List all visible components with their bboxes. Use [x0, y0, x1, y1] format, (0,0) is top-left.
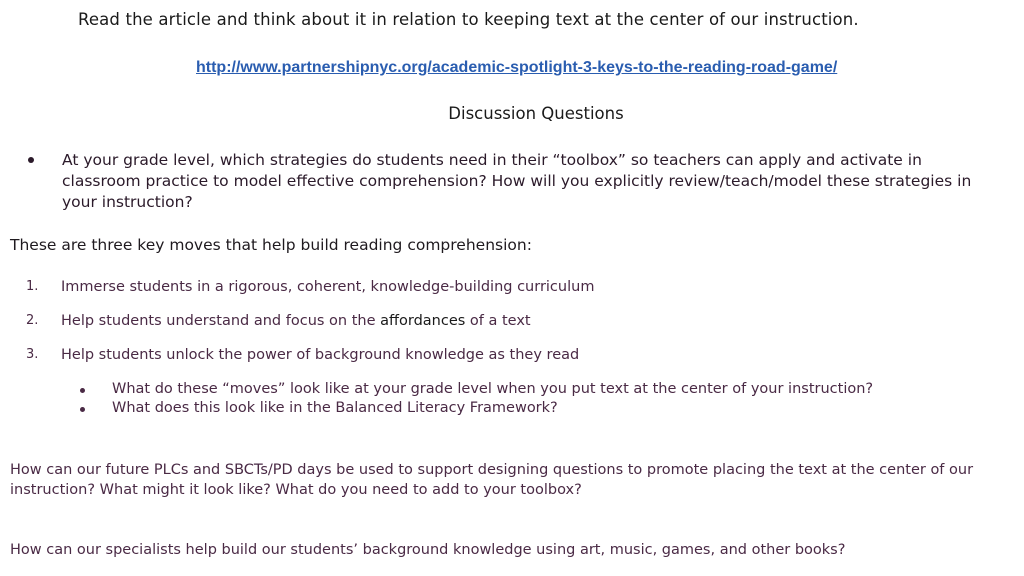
move-text: Help students unlock the power of background knowledge as they read — [61, 347, 580, 363]
list-number: 3. — [26, 347, 39, 362]
intro-instruction: Read the article and think about it in relation to keeping text at the center of our instruction. — [78, 10, 859, 29]
list-item — [20, 279, 1000, 313]
list-item — [80, 400, 1000, 419]
move-text-part: of a text — [465, 313, 531, 329]
move-text-part: Help students understand and focus on the — [61, 313, 381, 329]
key-moves-intro: These are three key moves that help build reading comprehension: — [10, 236, 532, 254]
list-number: 1. — [26, 279, 39, 294]
toolbox-question-text: At your grade level, which strategies do students need in their “toolbox” so teachers can apply and activate in classroom practice to model effective comprehension? How will you explicitly review/teach/model these strategies in your instruction? — [62, 151, 972, 211]
list-item — [80, 381, 1000, 400]
list-item — [20, 347, 1000, 381]
plcs-question: How can our future PLCs and SBCTs/PD days be used to support designing questions to promote placing the text at the center of our instruction? What might it look like? What do you need to add to your toolbox? — [10, 462, 974, 498]
toolbox-question-bullet — [24, 150, 984, 213]
discussion-heading: Discussion Questions — [448, 104, 624, 123]
bullet-dot-icon — [80, 388, 85, 393]
move-text: Immerse students in a rigorous, coherent, knowledge-building curriculum — [61, 279, 595, 295]
list-number: 2. — [26, 313, 39, 328]
move-text — [61, 313, 531, 329]
sub-questions-list — [80, 381, 1000, 419]
bullet-dot-icon — [28, 157, 34, 163]
article-link[interactable]: http://www.partnershipnyc.org/academic-spotlight-3-keys-to-the-reading-road-game/ — [196, 59, 838, 76]
bullet-dot-icon — [80, 407, 85, 412]
specialists-question: How can our specialists help build our students’ background knowledge using art, music, games, and other books? — [10, 542, 846, 558]
list-item — [20, 313, 1000, 347]
key-moves-list — [20, 279, 1000, 381]
sub-question-text: What do these “moves” look like at your grade level when you put text at the center of your instruction? — [112, 381, 874, 397]
affordances-emphasis: affordances — [380, 313, 466, 329]
sub-question-text: What does this look like in the Balanced Literacy Framework? — [112, 400, 558, 416]
